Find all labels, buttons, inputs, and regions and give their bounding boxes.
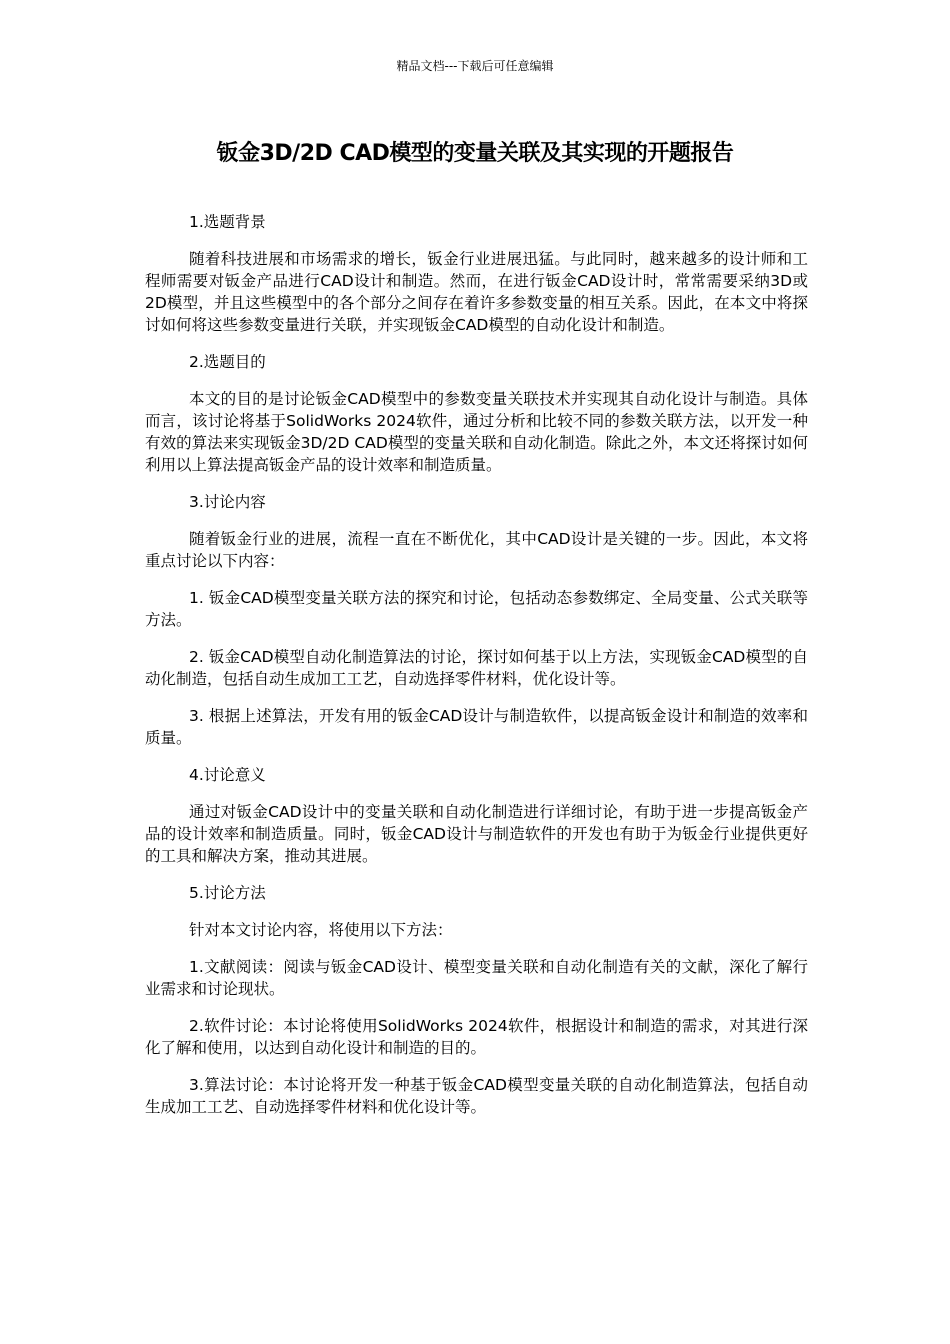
section-heading: 4.讨论意义 <box>189 766 266 784</box>
body-paragraph: 通过对钣金CAD设计中的变量关联和自动化制造进行详细讨论，有助于进一步提高钣金产品的设计效率和制造质量。同时，钣金CAD设计与制造软件的开发也有助于为钣金行业提供更好的工具和解决方案，推动其进展。 <box>145 803 808 865</box>
document-title: 钣金3D/2D CAD模型的变量关联及其实现的开题报告 <box>216 141 734 166</box>
header-note: 精品文档---下载后可任意编辑 <box>396 59 554 73</box>
body-paragraph: 2. 钣金CAD模型自动化制造算法的讨论，探讨如何基于以上方法，实现钣金CAD模型的自动化制造，包括自动生成加工工艺，自动选择零件材料，优化设计等。 <box>145 648 808 688</box>
document-body <box>145 211 808 1133</box>
body-paragraph: 随着钣金行业的进展，流程一直在不断优化，其中CAD设计是关键的一步。因此，本文将重点讨论以下内容： <box>145 530 808 570</box>
body-paragraph: 3.算法讨论：本讨论将开发一种基于钣金CAD模型变量关联的自动化制造算法，包括自动生成加工工艺、自动选择零件材料和优化设计等。 <box>145 1076 808 1116</box>
body-paragraph: 1. 钣金CAD模型变量关联方法的探究和讨论，包括动态参数绑定、全局变量、公式关联等方法。 <box>145 589 808 629</box>
section-heading: 5.讨论方法 <box>189 884 266 902</box>
body-paragraph: 针对本文讨论内容，将使用以下方法： <box>189 921 453 939</box>
body-paragraph: 3. 根据上述算法，开发有用的钣金CAD设计与制造软件，以提高钣金设计和制造的效率和质量。 <box>145 707 808 747</box>
section-heading: 3.讨论内容 <box>189 493 266 511</box>
body-paragraph: 2.软件讨论：本讨论将使用SolidWorks 2024软件，根据设计和制造的需求，对其进行深化了解和使用，以达到自动化设计和制造的目的。 <box>145 1017 808 1057</box>
body-paragraph: 随着科技进展和市场需求的增长，钣金行业进展迅猛。与此同时，越来越多的设计师和工程师需要对钣金产品进行CAD设计和制造。然而，在进行钣金CAD设计时，常常需要采纳3D或2D模型，并且这些模型中的各个部分之间存在着许多参数变量的相互关系。因此，在本文中将探讨如何将这些参数变量进行关联，并实现钣金CAD模型的自动化设计和制造。 <box>145 250 808 334</box>
section-heading: 1.选题背景 <box>189 213 266 231</box>
section-heading: 2.选题目的 <box>189 353 266 371</box>
body-paragraph: 1.文献阅读：阅读与钣金CAD设计、模型变量关联和自动化制造有关的文献，深化了解行业需求和讨论现状。 <box>145 958 808 998</box>
body-paragraph: 本文的目的是讨论钣金CAD模型中的参数变量关联技术并实现其自动化设计与制造。具体而言，该讨论将基于SolidWorks 2024软件，通过分析和比较不同的参数关联方法，以开发一种有效的算法来实现钣金3D/2D CAD模型的变量关联和自动化制造。除此之外，本文还将探讨如何利用以上算法提高钣金产品的设计效率和制造质量。 <box>145 390 808 474</box>
